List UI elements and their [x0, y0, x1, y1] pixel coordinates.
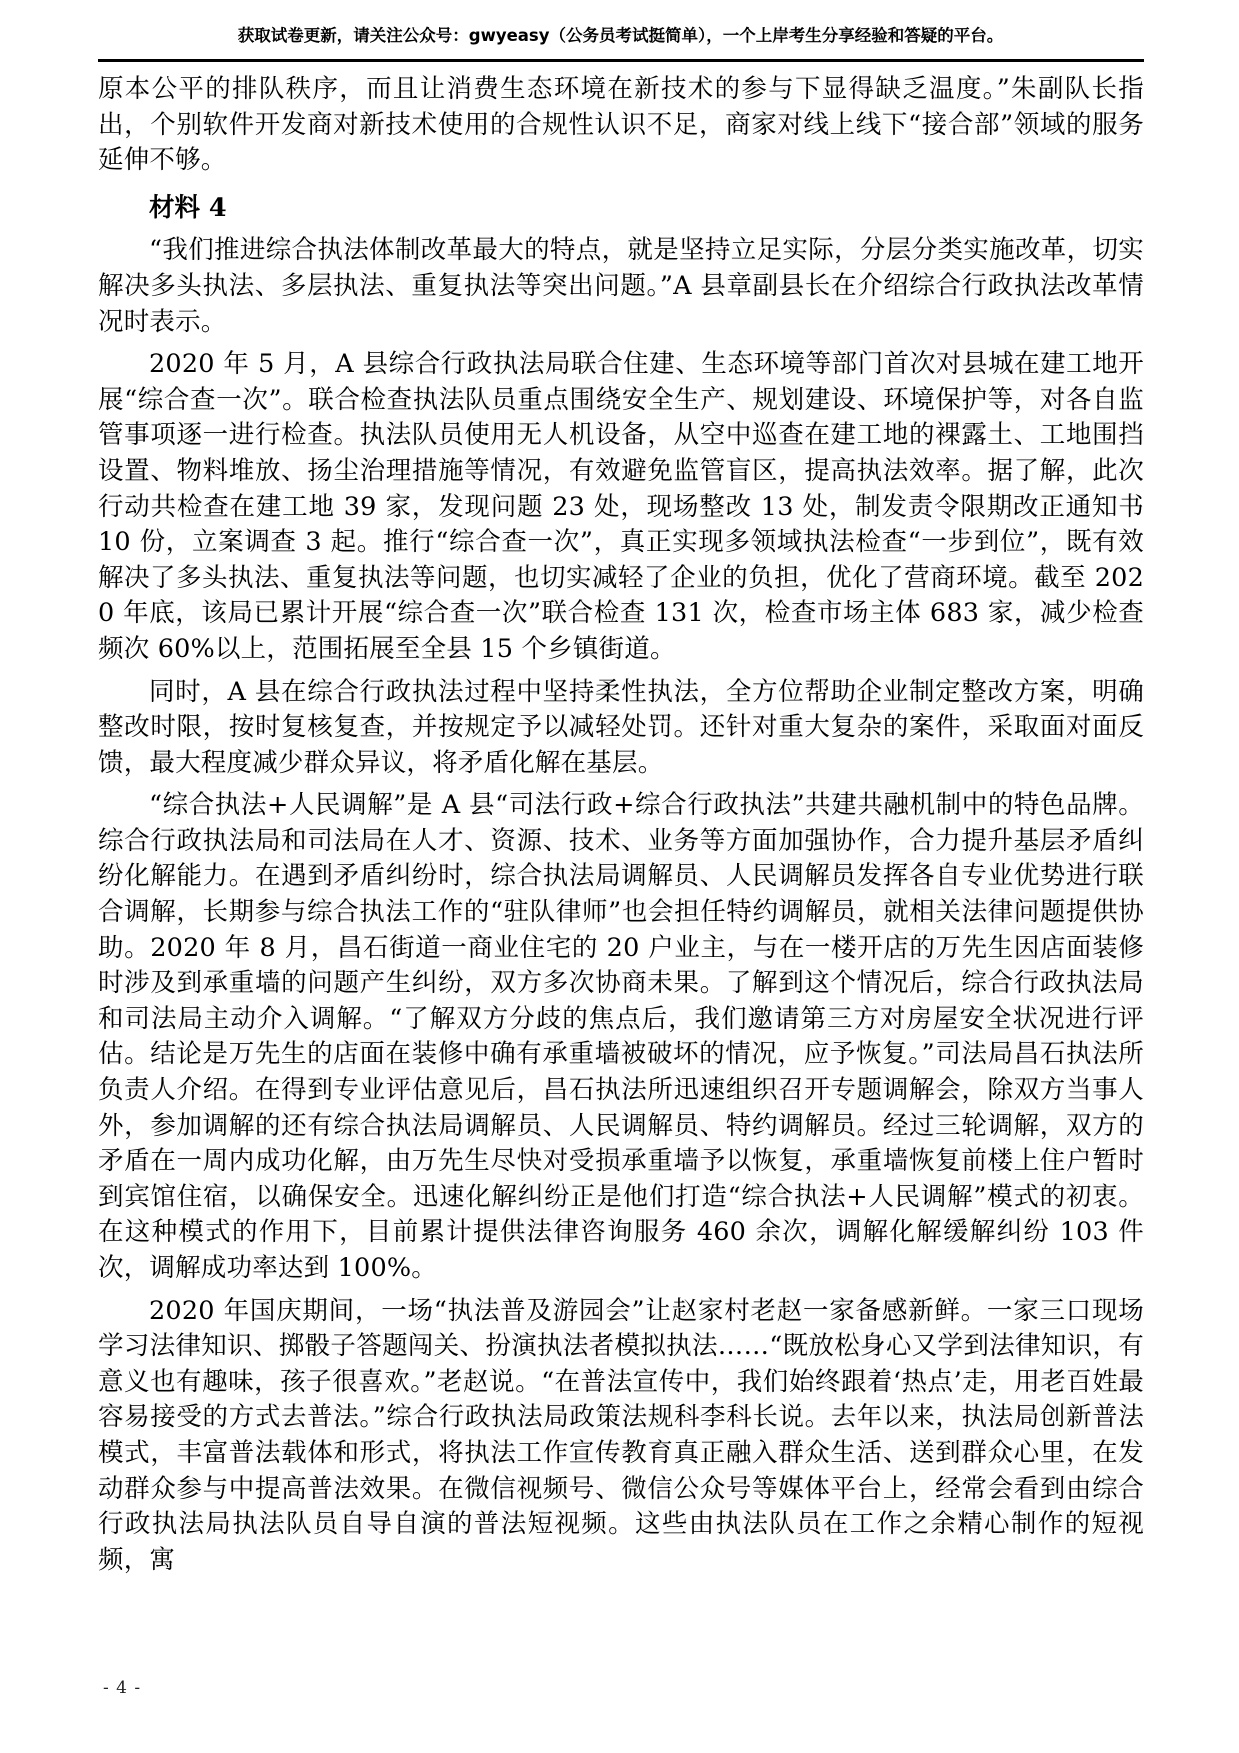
paragraph-1: “我们推进综合执法体制改革最大的特点，就是坚持立足实际，分层分类实施改革，切实解决多头执法、多层执法、重复执法等突出问题。”A 县章副县长在介绍综合行政执法改革情况时表示。	[98, 235, 1144, 337]
paragraph-continuation: 原本公平的排队秩序，而且让消费生态环境在新技术的参与下显得缺乏温度。”朱副队长指出，个别软件开发商对新技术使用的合规性认识不足，商家对线上线下“接合部”领域的服务延伸不够。	[98, 74, 1144, 176]
material-section-heading: 材料 4	[149, 192, 227, 223]
spacer	[98, 1287, 1144, 1294]
spacer	[98, 668, 1144, 675]
document-body	[98, 72, 1144, 1578]
page-number: - 4 -	[103, 1678, 142, 1698]
spacer	[98, 340, 1144, 347]
header-divider	[98, 59, 1144, 62]
paragraph-4: “综合执法+人民调解”是 A 县“司法行政+综合行政执法”共建共融机制中的特色品牌。综合行政执法局和司法局在人才、资源、技术、业务等方面加强协作，合力提升基层矛盾纠纷化解能力。在遇到矛盾纠纷时，综合执法局调解员、人民调解员发挥各自专业优势进行联合调解，长期参与综合执法工作的“驻队律师”也会担任特约调解员，就相关法律问题提供协助。2020 年 8 月，昌石街道一商业住宅的 20 户业主，与在一楼开店的万先生因店面装修时涉及到承重墙的问题产生纠纷，双方多次协商未果。了解到这个情况后，综合行政执法局和司法局主动介入调解。“了解双方分歧的焦点后，我们邀请第三方对房屋安全状况进行评估。结论是万先生的店面在装修中确有承重墙被破坏的情况，应予恢复。”司法局昌石执法所负责人介绍。在得到专业评估意见后，昌石执法所迅速组织召开专题调解会，除双方当事人外，参加调解的还有综合执法局调解员、人民调解员、特约调解员。经过三轮调解，双方的矛盾在一周内成功化解，由万先生尽快对受损承重墙予以恢复，承重墙恢复前楼上住户暂时到宾馆住宿，以确保安全。迅速化解纠纷正是他们打造“综合执法+人民调解”模式的初衷。在这种模式的作用下，目前累计提供法律咨询服务 460 余次，调解化解缓解纠纷 103 件次，调解成功率达到 100%。	[98, 790, 1144, 1283]
paragraph-2: 2020 年 5 月，A 县综合行政执法局联合住建、生态环境等部门首次对县城在建工地开展“综合查一次”。联合检查执法队员重点围绕安全生产、规划建设、环境保护等，对各自监管事项逐一进行检查。执法队员使用无人机设备，从空中巡查在建工地的裸露土、工地围挡设置、物料堆放、扬尘治理措施等情况，有效避免监管盲区，提高执法效率。据了解，此次行动共检查在建工地 39 家，发现问题 23 处，现场整改 13 处，制发责令限期改正通知书 10 份，立案调查 3 起。推行“综合查一次”，真正实现多领域执法检查“一步到位”，既有效解决了多头执法、重复执法等问题，也切实减轻了企业的负担，优化了营商环境。截至 2020 年底，该局已累计开展“综合查一次”联合检查 131 次，检查市场主体 683 家，减少检查频次 60%以上，范围拓展至全县 15 个乡镇街道。	[98, 349, 1144, 664]
paragraph-5: 2020 年国庆期间，一场“执法普及游园会”让赵家村老赵一家备感新鲜。一家三口现场学习法律知识、掷骰子答题闯关、扮演执法者模拟执法……“既放松身心又学到法律知识，有意义也有趣味，孩子很喜欢。”老赵说。“在普法宣传中，我们始终跟着‘热点’走，用老百姓最容易接受的方式去普法。”综合行政执法局政策法规科李科长说。去年以来，执法局创新普法模式，丰富普法载体和形式，将执法工作宣传教育真正融入群众生活、送到群众心里，在发动群众参与中提高普法效果。在微信视频号、微信公众号等媒体平台上，经常会看到由综合行政执法局执法队员自导自演的普法短视频。这些由执法队员在工作之余精心制作的短视频，寓	[98, 1295, 1144, 1575]
page-footer	[0, 1663, 1239, 1753]
page-header	[0, 0, 1239, 66]
spacer	[98, 781, 1144, 788]
spacer	[98, 179, 1144, 191]
spacer	[98, 226, 1144, 233]
paragraph-3: 同时，A 县在综合行政执法过程中坚持柔性执法，全方位帮助企业制定整改方案，明确整改时限，按时复核复查，并按规定予以减轻处罚。还针对重大复杂的案件，采取面对面反馈，最大程度减少群众异议，将矛盾化解在基层。	[98, 676, 1144, 778]
header-promo-notice: 获取试卷更新，请关注公众号：gwyeasy（公务员考试挺简单），一个上岸考生分享经验和答疑的平台。	[237, 26, 1004, 45]
